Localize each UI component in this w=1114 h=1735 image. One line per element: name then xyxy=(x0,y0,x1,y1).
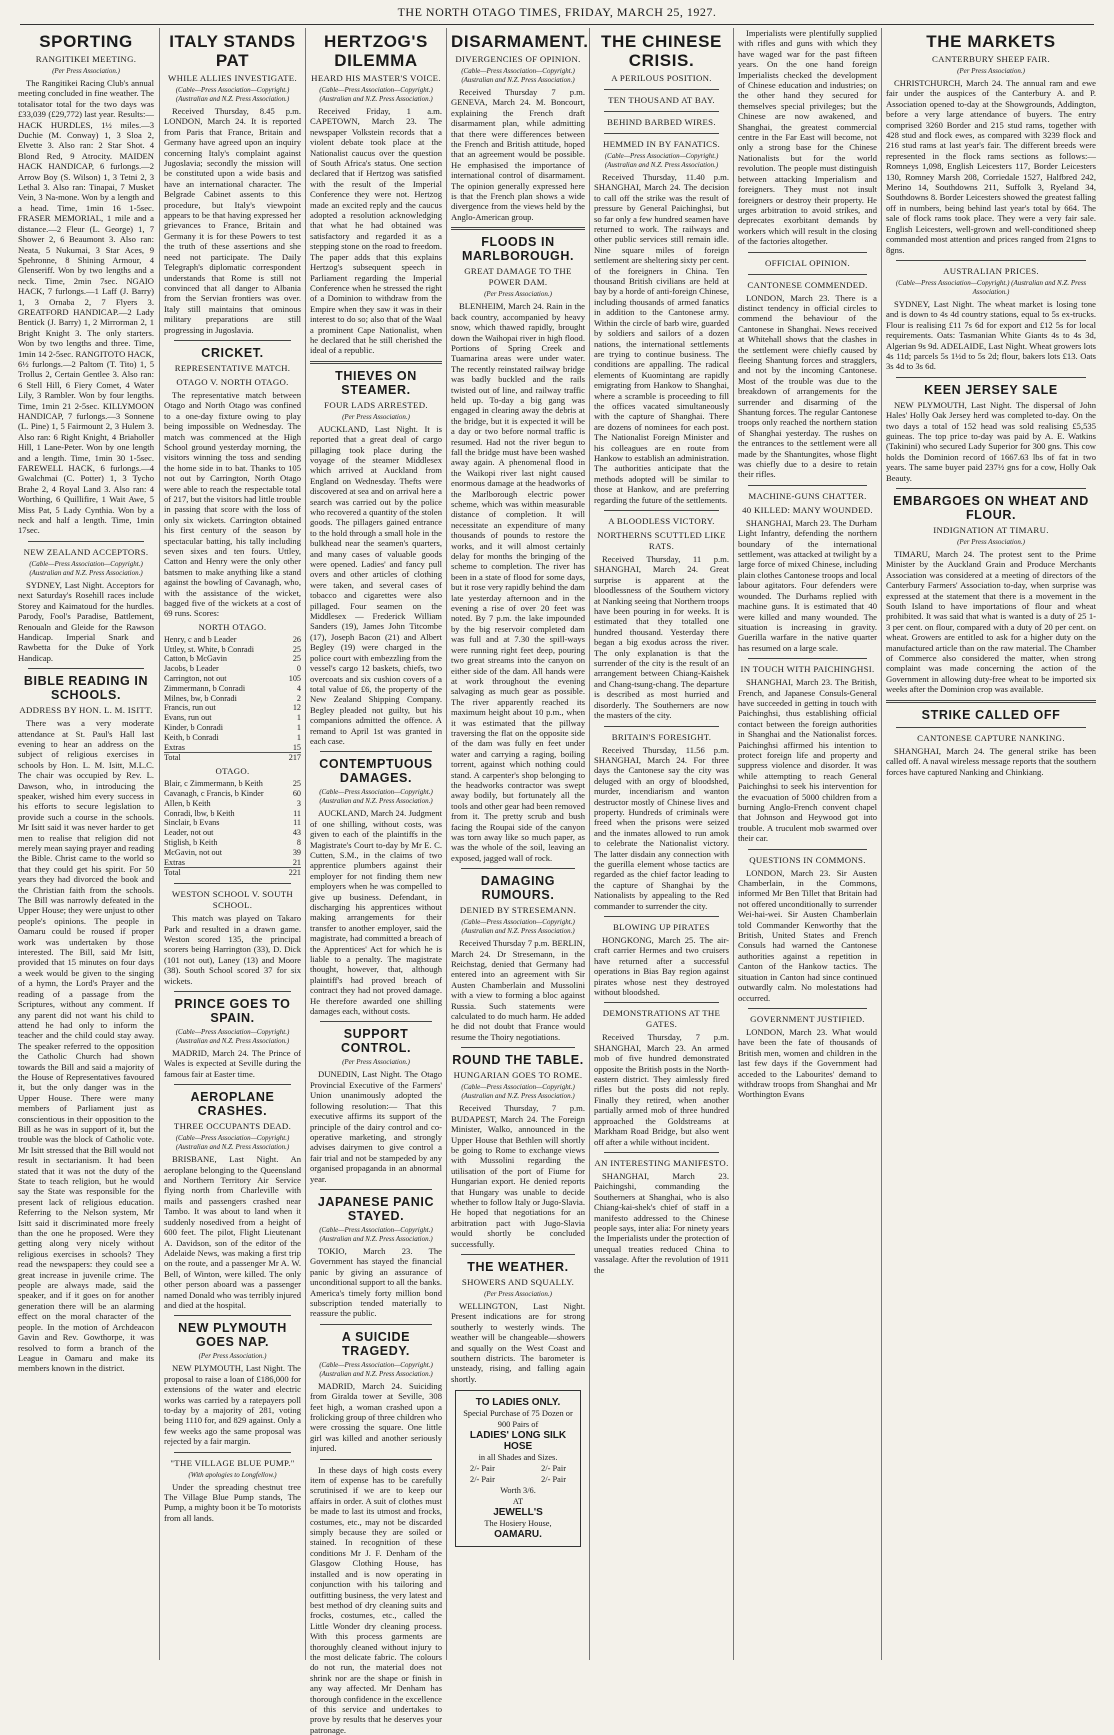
manifesto-heading: AN INTERESTING MANIFESTO. xyxy=(594,1157,729,1168)
north-otago-score-row xyxy=(164,743,301,753)
ad-special: Special Purchase of 75 Dozen or 900 Pairs of xyxy=(463,1409,573,1430)
batsman-name: Francis, run out xyxy=(164,703,216,713)
otago-score-row xyxy=(164,858,301,868)
nap-text: NEW PLYMOUTH, Last Night. The proposal to raise a loan of £186,000 for extensions of the water and electric works was carried by a ratepayers poll to-day by a majority of 281, voting being 1110 for, and 829 against. Only a few weeks ago the same proposal was rejected by a fair margin. xyxy=(164,1363,301,1447)
batsman-runs: 2 xyxy=(296,693,301,703)
racing-subheading: RANGITIKEI MEETING. xyxy=(35,54,137,64)
divider xyxy=(461,868,575,869)
batsman-name: Kinder, b Conradi xyxy=(164,723,224,733)
north-otago-score-row xyxy=(164,674,301,684)
divider xyxy=(604,510,719,511)
japan-heading: JAPANESE PANIC STAYED. xyxy=(317,1194,435,1223)
capture-text: SHANGHAI, March 24. The general strike has been called off. A naval wireless message reports that the southern forces have captured Nanking and Chinkiang. xyxy=(886,745,1096,777)
rumours-subheading: DENIED BY STRESEMANN. xyxy=(459,905,577,916)
japan-agency: (Cable—Press Association—Copyright.) (Australian and N.Z. Press Association.) xyxy=(319,1225,433,1243)
racing-text: The Rangitikei Racing Club's annual meeting concluded in fine weather. The totalisator total for the two days was £33,039 (£29,772) last year. Results:— HACK HURDLES, 1½ miles.—3 Duchie (M. Conway) 1, 3 Sloa 2, Elvette 3. Also ran: 2 Star Shot. 4 Blond Red, 9 Atrocity. MAIDEN HACK HANDICAP, 6 furlongs.—2 Arrow Boy (S. Wilson) 1, 3 Tetni 2, 3 Lethal 3. Also ran: Tinapai, 7 Musket Vein, 3 Na-mone. Won by a length and a head. Time, 1min 16 1-5sec. FRASER MEMORIAL, 1 mile and a distance.—2 Fleur (L. George) 1, 7 Shower 2, 6 Beaumont 3. Also ran: Neata, 5 Nukumai, 3 Star Aces, 9 Spehronne, 8 Shining Armour, 4 Glenseriff. Won by two lengths and a neck. Time, 2min 7sec. NGAIO HACK, 7 furlongs.—1 Laff (J. Barry) 1, 3 Ornaba 2, 7 Flyers 3. GREATFORD HANDICAP.—2 Lady Bentick (J. Barry) 1, 2 Mirrorman 2, 1 Bright Knight 3. The only starters. Won by two lengths and three. Time, 1min 14 2-5sec. RANGITOTO HACK, 6½ furlongs.—2 Paltom (T. Tito) 1, 5 Trollus 2, Certain Gentlee 3. Also ran: 6 Stell Hill, 6 Fiery Comet, 4 Water Lily, 3 Rambler. Won by four lengths. Time, 1min 21 2-5sec. KILLYMOON HANDICAP, 7 furlongs.—3 Sonnene (L. Pine) 1, 5 Fairmount 2, 3 Hulem 3. Also ran: 6 Right Knight, 4 Briaholler Hill, 1 Lane-Peter. Won by one length and a length. Time, 1min 30 1-5sec. FAREWELL HACK, 6 furlongs.—4 Gwalchmai (C. Potter) 1, 3 Tycho Brahe 2, 4 Royal Land 3. Also ran: 4 Worthing, 6 Quillifire, 1 Wait Awe, 5 Miss Pat, 5 Lady Cynthia. Won by a neck and half a length. Time, 1min 17sec. xyxy=(18,78,154,536)
divider xyxy=(604,1002,719,1003)
batsman-name: Sinclair, b Evans xyxy=(164,818,220,828)
batsman-name: Blair, c Zimmermann, b Keith xyxy=(164,779,263,789)
batsman-name: Stiglish, b Keith xyxy=(164,838,218,848)
nz-acceptors-heading: NEW ZEALAND ACCEPTORS. xyxy=(23,546,149,557)
cricket-text: The representative match between Otago and North Otago was confined to a one-day fixture owing to play being impossible on Wednesday. The match was commenced at the High School ground yesterday morning, the visitors winning the toss and sending the home side in to bat. Thanks to 105 not out by Carrington, North Otago were able to reach the respectable total of 217, but the visitors had little trouble in passing that score with the loss of only six wickets. Carrington obtained his first century of the season by spectacular batting, his tally including seven sixes and ten fours. Uttley, Catton and Henry were the only other batsmen to make anything like a stand against the bowling of Cavanagh, who, with the assistance of the wicket, bagged five of the wickets at a cost of 69 runs. Scores: xyxy=(164,389,301,619)
north-otago-score-row xyxy=(164,635,301,645)
italy-agency: (Cable—Press Association—Copyright.) (Australian and N.Z. Press Association.) xyxy=(175,86,290,103)
questions-text: LONDON, March 23. Sir Austen Chamberlain, in the Commons, informed Mr Ben Tillet that Britain had not offered unconditionally to surrender Wei-hai-wei. Sir Austen Chamberlain told Commander Kenworthy that the British, United States and French Consuls had warned the Cantonese authorities against a repetition in Canton of the Hankow tactics. The situation in Canton had since continued outwardly calm. No molestations had occurred. xyxy=(738,867,877,1003)
canterbury-text: CHRISTCHURCH, March 24. The annual ram and ewe fair under the auspices of the Canterbury A. and P. Association opened to-day at the Showgrounds, Addington, before a very large attendance of buyers. The entry comprised 3260 Border and 215 stud rams, together with 428 stud and flock ewes, as compared with 3239 flock and 216 stud rams at last year's fair. The different breeds were represented in the flock rams sections as follows:— Romneys 1,098, English Leicesters 117, Border Leicesters 130, Romney Marsh 208, Corriedale 1527, Halfbred 242, Merino 14, Southdowns 211, Suffolk 3, Ryeland 34, Southdowns 8. Border Leicesters showed the greatest falling off in numbers, being behind last year's total by 664. The sale of flock rams took place. They were a very fair sale. English Leicesters, well-grown and well-conditioned sheep commanded most attention and prices ranged from 21gns to 8gns. xyxy=(886,78,1096,255)
cricket-heading: CRICKET. xyxy=(201,345,264,360)
pirates-text: HONGKONG, March 25. The air-craft carrier Hermes and two cruisers have returned after a successful operations in Bias Bay region against pirates whose nest they destroyed without bloodshed. xyxy=(594,935,729,998)
canterbury-agency: (Per Press Association.) xyxy=(957,67,1025,75)
otago-heading: OTAGO. xyxy=(215,766,250,777)
divider xyxy=(174,1315,291,1316)
rumours-text: Received Thursday 7 p.m. BERLIN, March 24. Dr Stresemann, in the Reichstag, denied that Germany had entered into an agreement with Sir Austen Chamberlain and Mussolini with a view to forming a bloc against Russia. Such statements were calculated to do much harm. He added he did not doubt that France would resume the Thoiry negotiations. xyxy=(451,938,585,1042)
batsman-runs: 1 xyxy=(296,723,301,733)
crisis-agency: (Cable—Press Association—Copyright.) (Australian and N.Z. Press Association.) xyxy=(604,152,719,169)
divider xyxy=(748,252,867,253)
ad-price-row: 2/- Pair 2/- Pair xyxy=(470,1464,566,1474)
divider xyxy=(896,727,1086,728)
hertzog-heading: HERTZOG'S DILEMMA xyxy=(324,32,428,70)
embargo-heading: EMBARGOES ON WHEAT AND FLOUR. xyxy=(893,494,1089,522)
ad-at: AT xyxy=(512,1497,524,1507)
spain-heading: PRINCE GOES TO SPAIN. xyxy=(174,997,291,1026)
divider xyxy=(320,1021,432,1022)
divider xyxy=(748,485,867,486)
weston-text: This match was played on Takaro Park and resulted in a drawn game. Weston scored 135, the principal scorers being Harrington (33), D. Dick (101 not out), Laney (13) and Moore (38). South School scored 37 for six wickets. xyxy=(164,913,301,986)
batsman-name: Leader, not out xyxy=(164,828,214,838)
batsman-runs: 4 xyxy=(296,683,301,693)
batsman-name: Evans, run out xyxy=(164,713,212,723)
north-otago-heading: NORTH OTAGO. xyxy=(198,621,267,632)
crisis-subheading-4: HEMMED IN BY FANATICS. xyxy=(602,139,721,149)
crisis-continued-text: Imperialists were plentifully supplied with rifles and guns with which they have waged war for the past fifteen years. On the one hand foreign Imperialists checked the development of Chinese education and industries; on the other hand they secured for themselves special privileges; but the Chinese are now awakened, and Shanghai, the greatest commercial centre in the Far East will become, not only a strong base for the Chinese Nationalists but for the world revolution. The people must distinguish between attacking Imperialism and foreigners. They must not insult foreigners or destroy their property. He urges arbitration to avoid strikes, and deprecates exorbitant demands by workers which will result in the closing of the factories altogether. xyxy=(738,28,877,247)
ad-price-row: 2/- Pair 2/- Pair xyxy=(470,1475,566,1485)
divider xyxy=(604,726,719,727)
crisis-text: Received Thursday, 11.40 p.m. SHANGHAI, March 24. The decision to call off the strike was the result of pressure by General Paichinghsi, but so far only a few hundred seamen have returned to work. The railways and other public services still remain idle. Nine square miles of foreign settlement are sheltering sixty per cent. of the foreigners in China. Ten thousand British civilians are held at bay by a horde of anti-foreign Chinese, including thousands of armed fanatics in addition to the Cantonese army. Within the circle of barb wire, guarded by soldiers and sailors of a dozen nations, the international settlements are trying to continue business. The conditions are appalling. The radical elements of Kuomintang are rapidly emigrating from Hankow to Shanghai, where a scramble is proceeding to fill the offices vacated simultaneously with the capture of Shanghai. There are dozens of nominees for each post. The Nationalist Foreign Minister and his colleagues are en route from Hankow to establish an administration. The authorities anticipate that the methods adopted will be similar to those at Hankow, and are preferring regarding the future of the settlements. xyxy=(594,172,729,505)
batsman-runs: 43 xyxy=(292,828,301,838)
victory-heading: A BLOODLESS VICTORY. xyxy=(608,516,715,526)
embargo-text: TIMARU, March 24. The protest sent to the Prime Minister by the Auckland Grain and Produce Merchants Association was considered at a meeting of directors of the Canterbury Farmers' Association to-day, when surprise was expressed at the statement that there is a movement in the South Island to have importations of flour and wheat prohibited. It was said that what is wanted is a duty of 25 1-3 per cent. on flour, compared with a duty of 20 per cent. on wheat. Growers are entitled to ask for a higher duty on the manufactured article than on the raw material. The Chamber of Commerce also considered the matter, when strong complaint was made concerning the action of the Government in allowing duty-free wheat to be imported six weeks after the Dominion crop was available. xyxy=(886,549,1096,695)
ad-title: TO LADIES ONLY. xyxy=(475,1397,561,1409)
pirates-heading: BLOWING UP PIRATES xyxy=(613,922,710,932)
bible-subheading: ADDRESS BY HON. L. M. ISITT. xyxy=(19,705,153,716)
foresight-heading: BRITAIN'S FORESIGHT. xyxy=(611,731,712,742)
batsman-runs: 25 xyxy=(292,644,301,654)
batsman-name: Keith, b Conradi xyxy=(164,732,219,742)
divider xyxy=(174,340,291,341)
embargo-subheading: INDIGNATION AT TIMARU. xyxy=(933,525,1049,535)
aeroplane-agency: (Cable—Press Association—Copyright.) (Australian and N.Z. Press Association.) xyxy=(175,1134,290,1152)
batsman-name: Cavanagh, c Francis, b Kinder xyxy=(164,789,264,799)
victory-subheading: NORTHERNS SCUTTLED LIKE RATS. xyxy=(597,530,726,551)
divider xyxy=(748,274,867,275)
ad-shop: JEWELL'S xyxy=(493,1507,543,1519)
italy-heading: ITALY STANDS PAT xyxy=(169,32,296,70)
crisis-subheading-3: BEHIND BARBED WIRES. xyxy=(607,117,716,127)
weather-subheading: SHOWERS AND SQUALLY. xyxy=(461,1276,575,1287)
batsman-name: Zimmermann, b Conradi xyxy=(164,683,246,693)
batsman-runs: 8 xyxy=(296,838,301,848)
jersey-text: NEW PLYMOUTH, Last Night. The dispersal of John Hales' Holly Oak Jersey herd was completed to-day. On the two days a total of 152 head was sold realising £5,535 guineas. The top price to-day was paid by A. E. Watkins (Takinini) who secured Lady Superior for 300 gns. This cow holds the Dominion record of 1667.63 lbs of fat in two years. The same buyer paid 237½ gns for a cow, Holly Oak Beauty. xyxy=(886,399,1096,483)
round-table-heading: ROUND THE TABLE. xyxy=(452,1053,584,1068)
spain-text: MADRID, March 24. The Prince of Wales is expected at Seville during the famous fair at Easter time. xyxy=(164,1048,301,1079)
jersey-heading: KEEN JERSEY SALE xyxy=(924,382,1058,397)
batsman-name: Carrington, not out xyxy=(164,674,227,684)
support-text: DUNEDIN, Last Night. The Otago Provincial Executive of the Farmers' Union unanimously adopted the following resolution:— That this executive affirms its support of the principle of the dairy control and co-operative marketing, and strongly advises dairymen to give control a fair trial and not be stampeded by any organised propaganda in an abnormal year. xyxy=(310,1069,442,1184)
nz-acceptors-agency: (Cable—Press Association—Copyright.) (Australian and N.Z. Press Association.) xyxy=(29,559,143,577)
foresight-text: Received Thursday, 11.56 p.m. SHANGHAI, March 24. For three days the Cantonese say the city was deluged with an orgy of bloodshed, murder, incendiarism and wanton destructor mostly of Chinese lives and property. Hundreds of criminals were freed when the prisons were seized and the inmates allowed to run amok to celebrate the Nationalist victory. The latter disdain any connection with the guerilla element whose tactics are regarded as the chief factor leading to the capture of Shanghai by the Nationalists by appealing to the Red commander to surrender the city. xyxy=(594,744,729,911)
nap-heading: NEW PLYMOUTH GOES NAP. xyxy=(178,1321,287,1350)
batsman-name: Uttley, st. White, b Conradi xyxy=(164,644,255,654)
weather-text: WELLINGTON, Last Night. Present indications are for strong southerly to westerly winds. The weather will be changeable—showers and squally on the West Coast and southern districts. The barometer is unsteady, rising, and falling again shortly. xyxy=(451,1300,585,1384)
machine-guns-heading: MACHINE-GUNS CHATTER. xyxy=(748,490,867,501)
divider xyxy=(604,1152,719,1153)
batsman-name: Allen, b Keith xyxy=(164,798,211,808)
otago-total: Total 221 xyxy=(164,868,301,878)
north-otago-score-row xyxy=(164,645,301,655)
masthead: THE NORTH OTAGO TIMES, FRIDAY, MARCH 25, 1927. xyxy=(397,5,717,19)
hosiery-advertisement xyxy=(455,1390,581,1547)
otago-score-row xyxy=(164,818,301,828)
otago-score-row xyxy=(164,809,301,819)
sporting-heading: SPORTING xyxy=(39,32,133,51)
column-rule xyxy=(589,28,590,1660)
weather-agency: (Per Press Association.) xyxy=(484,1289,552,1298)
dry-cleaning-text: In these days of high costs every item of expense has to be carefully scrutinised if we are to keep our affairs in order. A suit of clothes must be made to last its utmost and frocks, costumes, etc., may not be discarded simply because they are soiled or stained. In recognition of these conditions Mr J. F. Denham of the Glasgow Clothing House, has installed and is now operating in conjunction with his tailoring and outfitting business, the very latest and best method of dry cleaning suits and frocks, costumes, etc., called the Little Wonder dry cleaning process. With this process garments are thoroughly cleaned without injury to the most delicate fabric. The colours do not run, the material does not shrink nor are the shape or finish in any way affected. Mr Denham has thorough confidence in the excellence of this service and undertakes to prove by results that he deserves your patronage. xyxy=(310,1464,442,1735)
divider xyxy=(604,111,719,112)
spain-agency: (Cable—Press Association—Copyright.) (Australian and N.Z. Press Association.) xyxy=(175,1028,290,1046)
weston-heading: WESTON SCHOOL V. SOUTH SCHOOL. xyxy=(171,889,294,911)
otago-scorecard xyxy=(164,779,301,878)
suicide-agency: (Cable—Press Association—Copyright.) (Australian and N.Z. Press Association.) xyxy=(319,1360,433,1378)
italy-text: Received Thursday, 8.45 p.m. LONDON, March 24. It is reported from Paris that France, Britain and Germany have agreed upon an inquiry concerning Italy's complaint against Jugoslavia; secondly the mission will be constituted upon a wide basis and have an international character. The Belgrade Cabinet assents to this procedure, but Italy's viewpoint appears to be that having expressed her grievances to France, Britain and Germany it is for these Powers to test the truth of these assertions and she need not participate. The Daily Telegraph's diplomatic correspondent understands that Rome is still not convinced that all danger to Albania from the Servian frontiers was over. Italy still maintains that ominous military preparations are still progressing in Jugoslavia. xyxy=(164,106,301,335)
batsman-runs: 39 xyxy=(292,847,301,857)
thieves-subheading: FOUR LADS ARRESTED. xyxy=(324,399,428,410)
north-otago-score-row xyxy=(164,713,301,723)
thieves-heading: THIEVES ON STEAMER. xyxy=(335,368,417,397)
thieves-text: AUCKLAND, Last Night. It is reported that a great deal of cargo pillaging took place during the voyage of the steamer Middlesex which arrived at Auckland from England on Wednesday. Thefts were discovered at sea and on arrival here a search was carried out by the police who recovered a quantity of the stolen goods. The pillagers gained entrance to the hold through a small hole in the bulkhead near the seamen's quarters, and many cases of valuable goods were opened. Ladies' and fancy pull overs and other articles of clothing were taken, and several cases of tobacco and cigarettes were also pillaged. Four seamen on the Middlesex — Frederick William Sanders (19), James John Titcombe (17), Joseph Bacon (21) and Albert Begley (19) were charged in the police court with embezzling from the vessel's cargo 12 baskets, chiefs, two overcoats and six cushion covers of a total value of £6, the property of the New Zealand Shipping Company. Begley pleaded not guilty, but his companions admitted the offence. A remand to April 1st was granted in each case. xyxy=(310,423,442,746)
column-4 xyxy=(451,28,589,1660)
government-text: LONDON, March 23. What would have been the fate of thousands of British men, women and children in the last few days if the Government had acceded to the Labourites' demand to withdraw troops from Shanghai and Mr Worthington Evans xyxy=(738,1026,877,1100)
suicide-text: MADRID, March 24. Suiciding from Giralda tower at Seville, 308 feet high, a woman crashed upon a frolicking group of three children who were crossing the square. One little girl was killed and another seriously injured. xyxy=(310,1380,442,1454)
victory-text: Received Thursday, 11 p.m. SHANGHAI, March 24. Great surprise is apparent at the bloodlessness of the Southern victory at Nanking seeing that Northern troops have been pouring in for weeks. It is estimated that they totalled one hundred thousand. Yesterday there began a big exodus across the river. The only explanation is that the surrender of the city is the result of an arrangement between Chiang-Kaishek and Chang-tsung-chang. The departure is described as most hurried and disorderly. The Southerners are now the masters of the city. xyxy=(594,554,729,721)
japan-text: TOKIO, March 23. The Government has stayed the financial panic by giving an assurance of unconditional support to all the banks. America's timely forty million bond subscription tended materially to reassure the public. xyxy=(310,1245,442,1319)
disarmament-text: Received Thursday 7 p.m. GENEVA, March 24. M. Boncourt, explaining the French draft disarmament plan, while admitting that there were differences between the French and British attitude, hoped that an agreement would be possible. He emphasised the importance of international control of disarmament. The opinion generally expressed here is that the French plan shows a wide divergence from the views held by the Anglo-American group. xyxy=(451,87,585,222)
batsman-name: Henry, c and b Leader xyxy=(164,634,237,644)
machine-guns-subheading: 40 KILLED: MANY WOUNDED. xyxy=(742,504,873,515)
divider xyxy=(28,541,144,542)
column-rule xyxy=(159,28,160,1660)
batsman-runs: 11 xyxy=(293,818,301,828)
divider xyxy=(451,227,585,230)
divider xyxy=(748,1008,867,1009)
australian-agency: (Cable—Press Association—Copyright.) (Australian and N.Z. Press Association.) xyxy=(895,278,1087,296)
questions-heading: QUESTIONS IN COMMONS. xyxy=(749,854,866,865)
demonstrations-text: Received Thursday, 7 p.m. SHANGHAI, March 23. An armed mob of five hundred demonstrated opposite the British posts in the North-eastern district. They aimlessly fired rifles but the posts did not reply. Finally they retired, when another partially armed mob of three hundred approached the Goldstreams at Markham Road Bridge, but also went off after a while without incident. xyxy=(594,1032,729,1147)
aeroplane-text: BRISBANE, Last Night. An aeroplane belonging to the Queensland and Northern Territory Air Service flying north from Charleville with mails and passengers crashed near Tambo. It was about to land when it suddenly nosedived from a height of 600 feet. The pilot, Flight Lieutenant A. Davidson, son of the editor of the Adelaide News, was making a first trip on the route, and a passenger Mr A. W. Bell, of Winton, were killed. The only other person aboard was a passenger named Donald who was terribly injured and died at the hospital. xyxy=(164,1154,301,1310)
masthead-rule xyxy=(20,24,1094,25)
government-heading: GOVERNMENT JUSTIFIED. xyxy=(750,1013,865,1024)
australian-text: SYDNEY, Last Night. The wheat market is losing tone and is down to 4s 4d country stations, equal to 5s ex-trucks. Flour is realising £11 7s 6d for export and £12 5s for local requirements. Oats: Tasmanian White Giants 4s to 4s 3d, Algerian 9s 9d. ADELAIDE, Last Night. Wheat growers lots 4s 11d; parcels 5s 1½d to 5s 2d; flour, bakers lots £13. Oats 3s 4d to 3s 6d. xyxy=(886,298,1096,372)
divider xyxy=(320,1459,432,1460)
divider xyxy=(461,1047,575,1048)
hertzog-text: Received Friday, 1 a.m. CAPETOWN, March 23. The newspaper Volkstein records that a violent debate took place at the Nationalist caucus over the question of South Africa's status. One section declared that if Hertzog was satisfied with the result of the Imperial Conference they were not. Hertzog made an excited reply and the caucus adopted a resolution acknowledging that what he had obtained was satisfactory and regarded it as a stepping stone on the road to freedom. The paper adds that this explains Hertzog's subsequent speech in Parliament regarding the Imperial Conference when he stressed the right of a Dominion to withdraw from the Empire when they saw it was in their interest to do so; also that of the Waal a prominent Cape Nationalist, when he declared that he still cherished the ideal of a republic. xyxy=(310,106,442,356)
divider xyxy=(604,916,719,917)
batsman-runs: 25 xyxy=(292,779,301,789)
ad-shades: in all Shades and Sizes. xyxy=(478,1453,558,1463)
divider xyxy=(174,1084,291,1085)
divider xyxy=(320,1324,432,1325)
batsman-runs: 3 xyxy=(296,798,301,808)
batsman-runs: 26 xyxy=(292,634,301,644)
column-7 xyxy=(886,28,1096,1660)
ad-town: OAMARU. xyxy=(494,1529,542,1541)
batsman-name: Conradi, lbw, b Keith xyxy=(164,808,235,818)
crisis-subheading-1: A PERILOUS POSITION. xyxy=(611,73,712,83)
north-otago-score-row xyxy=(164,654,301,664)
divider xyxy=(174,1452,291,1453)
north-otago-score-row xyxy=(164,703,301,713)
pump-text: Under the spreading chestnut tree The Village Blue Pump stands, The Pump, a mighty boon it be To motorists from all lands. xyxy=(164,1481,301,1523)
column-2 xyxy=(164,28,301,1660)
floods-subheading: GREAT DAMAGE TO THE POWER DAM. xyxy=(464,266,572,288)
contempt-heading: CONTEMPTUOUS DAMAGES. xyxy=(319,757,433,786)
column-6 xyxy=(738,28,877,1660)
otago-score-row xyxy=(164,828,301,838)
divider xyxy=(461,1254,575,1255)
divider xyxy=(896,377,1086,378)
floods-agency: (Per Press Association.) xyxy=(484,290,552,299)
racing-agency: (Per Press Association.) xyxy=(52,67,120,75)
otago-score-row xyxy=(164,848,301,858)
divider xyxy=(28,668,144,669)
support-heading: SUPPORT CONTROL. xyxy=(340,1027,412,1056)
australian-heading: AUSTRALIAN PRICES. xyxy=(943,265,1039,276)
cricket-subheading: REPRESENTATIVE MATCH. xyxy=(174,362,291,373)
column-rule xyxy=(446,28,447,1660)
official-text: LONDON, March 23. There is a distinct tendency in official circles to commend the behaviour of the Cantonese in Shanghai. News received at Whitehall shows that the clashes in the settlement were chiefly caused by fleeing Shantung forces and stragglers, and not by the incoming Cantonese. Most of the trouble was due to the breakdown of arrangements for the surrender and disarming of the Shantung forces. The regular Cantonese troops only reached the northern station of Shanghai yesterday. The rushes on the entrances to the settlement were all made by the Shantungites, whose flight was chiefly due to a desire to retain their rifles. xyxy=(738,292,877,480)
nz-acceptors-text: SYDNEY, Last Night. Acceptors for next Saturday's Rosehill races include Storey and Kaimatoud for the hurdles. Parody, Fool's Paradise, Battlement, Renoualn and Gleide for the Rawson Handicap. Imperial Snark and Rawbetta for the Duke of York Handicap. xyxy=(18,579,154,663)
batsman-name: Extras xyxy=(164,742,185,752)
batsman-runs: 12 xyxy=(292,703,301,713)
divider xyxy=(748,849,867,850)
batsman-runs: 0 xyxy=(296,664,301,674)
otago-score-row xyxy=(164,789,301,799)
floods-heading: FLOODS IN MARLBOROUGH. xyxy=(461,235,575,264)
round-table-subheading: HUNGARIAN GOES TO ROME. xyxy=(453,1070,583,1081)
column-rule xyxy=(305,28,306,1660)
official-heading: OFFICIAL OPINION. xyxy=(765,257,850,268)
hertzog-subheading: HEARD HIS MASTER'S VOICE. xyxy=(311,73,441,83)
nap-agency: (Per Press Association.) xyxy=(198,1352,267,1361)
machine-guns-text: SHANGHAI, March 23. The Durham Light Infantry, defending the northern boundary of the international settlement, was attacked at twilight by a large force of mixed Chinese, including plain clothes Cantonese troops and local labour agitators. Four defenders were wounded. The Durhams replied with machine guns. It is estimated that 40 were killed and many wounded. The situation is increasing in gravity. Guerilla warfare in the native quarter has resumed on a large scale. xyxy=(738,517,877,653)
capture-heading: CANTONESE CAPTURE NANKING. xyxy=(917,732,1065,743)
floods-text: BLENHEIM, March 24. Rain in the back country, accompanied by heavy snow, which thawed rapidly, brought down the Waihopai river in high flood. Portions of Spring Creek and Tuamarina areas were under water. The recently reinstated railway bridge was badly buckled and the rails twisted out of line, and railway traffic held up. To-day a big gang was engaged in clearing away the debris at the bridge, but it is expected it will be a day or two before normal traffic is resumed. Had not the river begun to fall the bridge must have been washed away again. A phenomenal flood in the Waikopi river last night caused enormous damage at the headworks of the Marlborough electric power scheme, which was within measurable distance of completion. It will necessitate an expenditure of many thousands of pounds to restore the works, and it will almost certainly delay for months the bringing of the scheme to completion. The river has been in a state of flood for some days, but it rose very rapidly behind the dam late yesterday afternoon and in the evening a rise of over 20 feet was noted. By 7 p.m. the lake impounded by the big reservoir completed dam was full and at 7.30 the spill-ways were running right feet deep, pouring two great streams into the canyon on either side of the dam. All hands were at work throughout the evening salvaging as much gear as possible. The river apparently reached its maximum height about 10 p.m., when it was estimated that the pillway traversing the flat on the opposite side of the dam was fully en feet under water and carrying a raging, boiling torrent, against which nothing could stand. A carpenter's shop belonging to the headworks contractor was swept away bodily, but fortunately all the tools and other gear had been removed from it. The pretty scrub and bush facing the Roupai side of the canyon was torn away like so much paper, as was the whole of the soil, leaving an exposed, jagged wall of rock. xyxy=(451,301,585,863)
north-otago-score-row xyxy=(164,723,301,733)
otago-score-row xyxy=(164,838,301,848)
north-otago-score-row xyxy=(164,694,301,704)
column-rule xyxy=(733,28,734,1660)
divider xyxy=(604,89,719,90)
batsman-runs: 11 xyxy=(293,808,301,818)
column-3 xyxy=(310,28,442,1735)
strike-heading: STRIKE CALLED OFF xyxy=(921,707,1061,722)
suicide-heading: A SUICIDE TRAGEDY. xyxy=(341,1329,411,1358)
markets-heading: THE MARKETS xyxy=(926,32,1056,51)
aeroplane-heading: AEROPLANE CRASHES. xyxy=(190,1090,275,1119)
north-otago-score-row xyxy=(164,733,301,743)
rumours-agency: (Cable—Press Association—Copyright.) (Australian and N.Z. Press Association.) xyxy=(461,918,575,936)
round-table-text: Received Thursday, 7 p.m. BUDAPEST, March 24. The Foreign Minister, Walko, announced in the Upper House that Bethlen will shortly be going to Rome to exchange views with Mussolini regarding the utilisation of the port of Fiume for Hungarian export. He denied reports that Hungary was unable to decide whether to follow Italy or Jugo-Slavia. He hoped that negotiations for an arbitration pact with Jugo-Slavia would shortly be concluded successfully. xyxy=(451,1103,585,1249)
pump-heading: "THE VILLAGE BLUE PUMP." xyxy=(170,1457,295,1468)
thieves-agency: (Per Press Association.) xyxy=(342,412,410,421)
pump-subheading: (With apologies to Longfellow.) xyxy=(188,1470,277,1479)
divider xyxy=(310,361,442,364)
divider xyxy=(748,658,867,659)
touch-heading: IN TOUCH WITH PAICHINGHSI. xyxy=(740,664,875,675)
weather-heading: THE WEATHER. xyxy=(467,1259,569,1274)
batsman-name: Milnes, bw, b Conradi xyxy=(164,693,237,703)
batsman-runs: 25 xyxy=(292,654,301,664)
cricket-match: OTAGO V. NORTH OTAGO. xyxy=(176,376,289,387)
divider xyxy=(604,133,719,134)
rumours-heading: DAMAGING RUMOURS. xyxy=(480,874,556,903)
contempt-agency: (Cable—Press Association—Copyright.) (Australian and N.Z. Press Association.) xyxy=(319,788,433,806)
divider xyxy=(896,260,1086,261)
disarmament-agency: (Cable—Press Association—Copyright.) (Australian and N.Z. Press Association.) xyxy=(461,67,575,84)
divider xyxy=(174,991,291,992)
batsman-runs: 105 xyxy=(288,674,301,684)
batsman-runs: 1 xyxy=(296,732,301,742)
support-agency: (Per Press Association.) xyxy=(342,1058,410,1067)
contempt-text: AUCKLAND, March 24. Judgment of one shilling, without costs, was given to each of the plaintiffs in the Magistrate's Court to-day by Mr E. C. Cutten, S.M., in the claims of two apprentice plumbers against their employer for not finding them new employers when he was compelled to give up business. Defendant, in discharging his apprentices without making arrangements for their transfer to another employer, said the magistrate, had committed a breach of the Apprentices' Act for which he is liable to a penalty. The magistrate thought, however, that, although plaintiff's had proved breach of contract they had not proved damage. He therefore awarded one shilling damages each, without costs. xyxy=(310,808,442,1017)
divider xyxy=(886,700,1096,703)
touch-text: SHANGHAI, March 23. The British, French, and Japanese Consuls-General have succeeded in getting in touch with Paichinghsi, thus establishing official contact between the foreign authorities in Shanghai and the Nationalist forces. Paichinghsi affirmed his intention to protect foreign life and property and suppress violence and disorder. It was while attempting to reach General Paichinghsi to seek his intervention for the evacuation of 5000 children from a burning Anglo-French convent chapel that Johnson and Heywood got into trouble. A truculent mob swarmed over their car. xyxy=(738,677,877,844)
demonstrations-heading: DEMONSTRATIONS AT THE GATES. xyxy=(602,1008,721,1030)
column-5 xyxy=(594,28,729,1660)
column-1 xyxy=(18,28,154,1660)
official-subheading: CANTONESE COMMENDED. xyxy=(747,279,868,290)
embargo-agency: (Per Press Association.) xyxy=(957,538,1025,546)
batsman-name: Catton, b McGavin xyxy=(164,654,227,664)
divider xyxy=(174,883,291,884)
north-otago-total: Total 217 xyxy=(164,753,301,763)
divider xyxy=(320,1189,432,1190)
crisis-heading: THE CHINESE CRISIS. xyxy=(601,32,722,70)
divider xyxy=(896,488,1086,489)
column-rule xyxy=(881,28,882,1660)
batsman-runs: 15 xyxy=(292,742,301,752)
batsman-name: McGavin, not out xyxy=(164,847,222,857)
batsman-name: Jacobs, b Leader xyxy=(164,664,219,674)
crisis-subheading-2: TEN THOUSAND AT BAY. xyxy=(608,95,715,105)
canterbury-heading: CANTERBURY SHEEP FAIR. xyxy=(932,54,1050,64)
ad-item: LADIES' LONG SILK HOSE xyxy=(469,1430,567,1453)
north-otago-score-row xyxy=(164,664,301,674)
manifesto-text: SHANGHAI, March 23. Paichingshi, commanding the Southerners at Shanghai, who is also Chiang-kai-shek's chief of staff in a manifesto addressed to the Chinese people says, inter alia: For ninety years the Imperialists under the protection of unequal treaties reduced China to vassalage. After the revolution of 1911 the xyxy=(594,1170,729,1275)
north-otago-scorecard xyxy=(164,635,301,763)
disarmament-subheading: DIVERGENCIES OF OPINION. xyxy=(455,54,581,64)
aeroplane-subheading: THREE OCCUPANTS DEAD. xyxy=(173,1121,292,1132)
ad-house: The Hosiery House, xyxy=(484,1519,552,1529)
hertzog-agency: (Cable—Press Association—Copyright.) (Australian and N.Z. Press Association.) xyxy=(319,86,433,103)
north-otago-score-row xyxy=(164,684,301,694)
divider xyxy=(320,751,432,752)
otago-score-row xyxy=(164,799,301,809)
bible-text: There was a very moderate attendance at St. Paul's Hall last evening to hear an address on the subject of religious exercises in schools by Hon. L. M. Isitt, M.L.C. The chair was occupied by Rev. L. Dawson, who, in introducing the speaker, wished him every success in his efforts to secure legislation to provide such a course in the schools. Mr Isitt said it was never harder to get men to realise that religion did not merely mean saying prayer and reading the Bible. Christ came to the world so that they could get his spirit. For 50 years they had divorced the book and the Christian faith from the schools. The Bill was narrowly defeated in the Upper House; they were unjust to other people's opinions. The people in Oamaru could be roused if proper work was undertaken by those interested. The Bill, said Mr Isitt, provided that 15 minutes on four days a week would be given to the singing of a hymn, the Lord's Prayer and the reading of a passage from the Scriptures, without any comment. If any parent did not want his child to attend he had only to inform the teacher and the child could stay away. The speaker referred to the opposition the Catholic Church had shown towards the Bill and said a majority of the House of Representatives favoured it, but the only danger was in the Upper House. There were many members of Parliament just as conscientious in their opposition to the Bill as he was in support of it, but the trouble was the block of Catholic vote. Mr Isitt stressed that the Bill would not result in sectarianism. It had been stated that it was not the duty of the State to teach religion, but he would say the State was responsible for the present lack of religious education. Referring to the Nelson system, Mr Isitt said it discriminated more freely than the one he proposed. Were they getting along very nicely without religious exercises in schools? They read the newspapers: they could see a great increase in juvenile crime. The people are always made, said the speaker, and if it goes on for another generation there will be an alarming effect on the moral character of the people. In the motion of Archdeacon Gavin and Rev. Gowthorpe, it was resolved to form a branch of the League in Oamaru and make its members known in the district. xyxy=(18,718,154,1374)
batsman-runs: 60 xyxy=(292,789,301,799)
bible-heading: BIBLE READING IN SCHOOLS. xyxy=(23,674,149,703)
batsman-name: Extras xyxy=(164,857,185,867)
round-table-agency: (Cable—Press Association—Copyright.) (Australian and N.Z. Press Association.) xyxy=(461,1083,575,1101)
batsman-runs: 21 xyxy=(292,857,301,867)
batsman-runs: 1 xyxy=(296,713,301,723)
ad-worth: Worth 3/6. xyxy=(500,1486,536,1496)
disarmament-heading: DISARMAMENT. xyxy=(451,32,589,51)
otago-score-row xyxy=(164,779,301,789)
italy-subheading: WHILE ALLIES INVESTIGATE. xyxy=(168,73,297,83)
